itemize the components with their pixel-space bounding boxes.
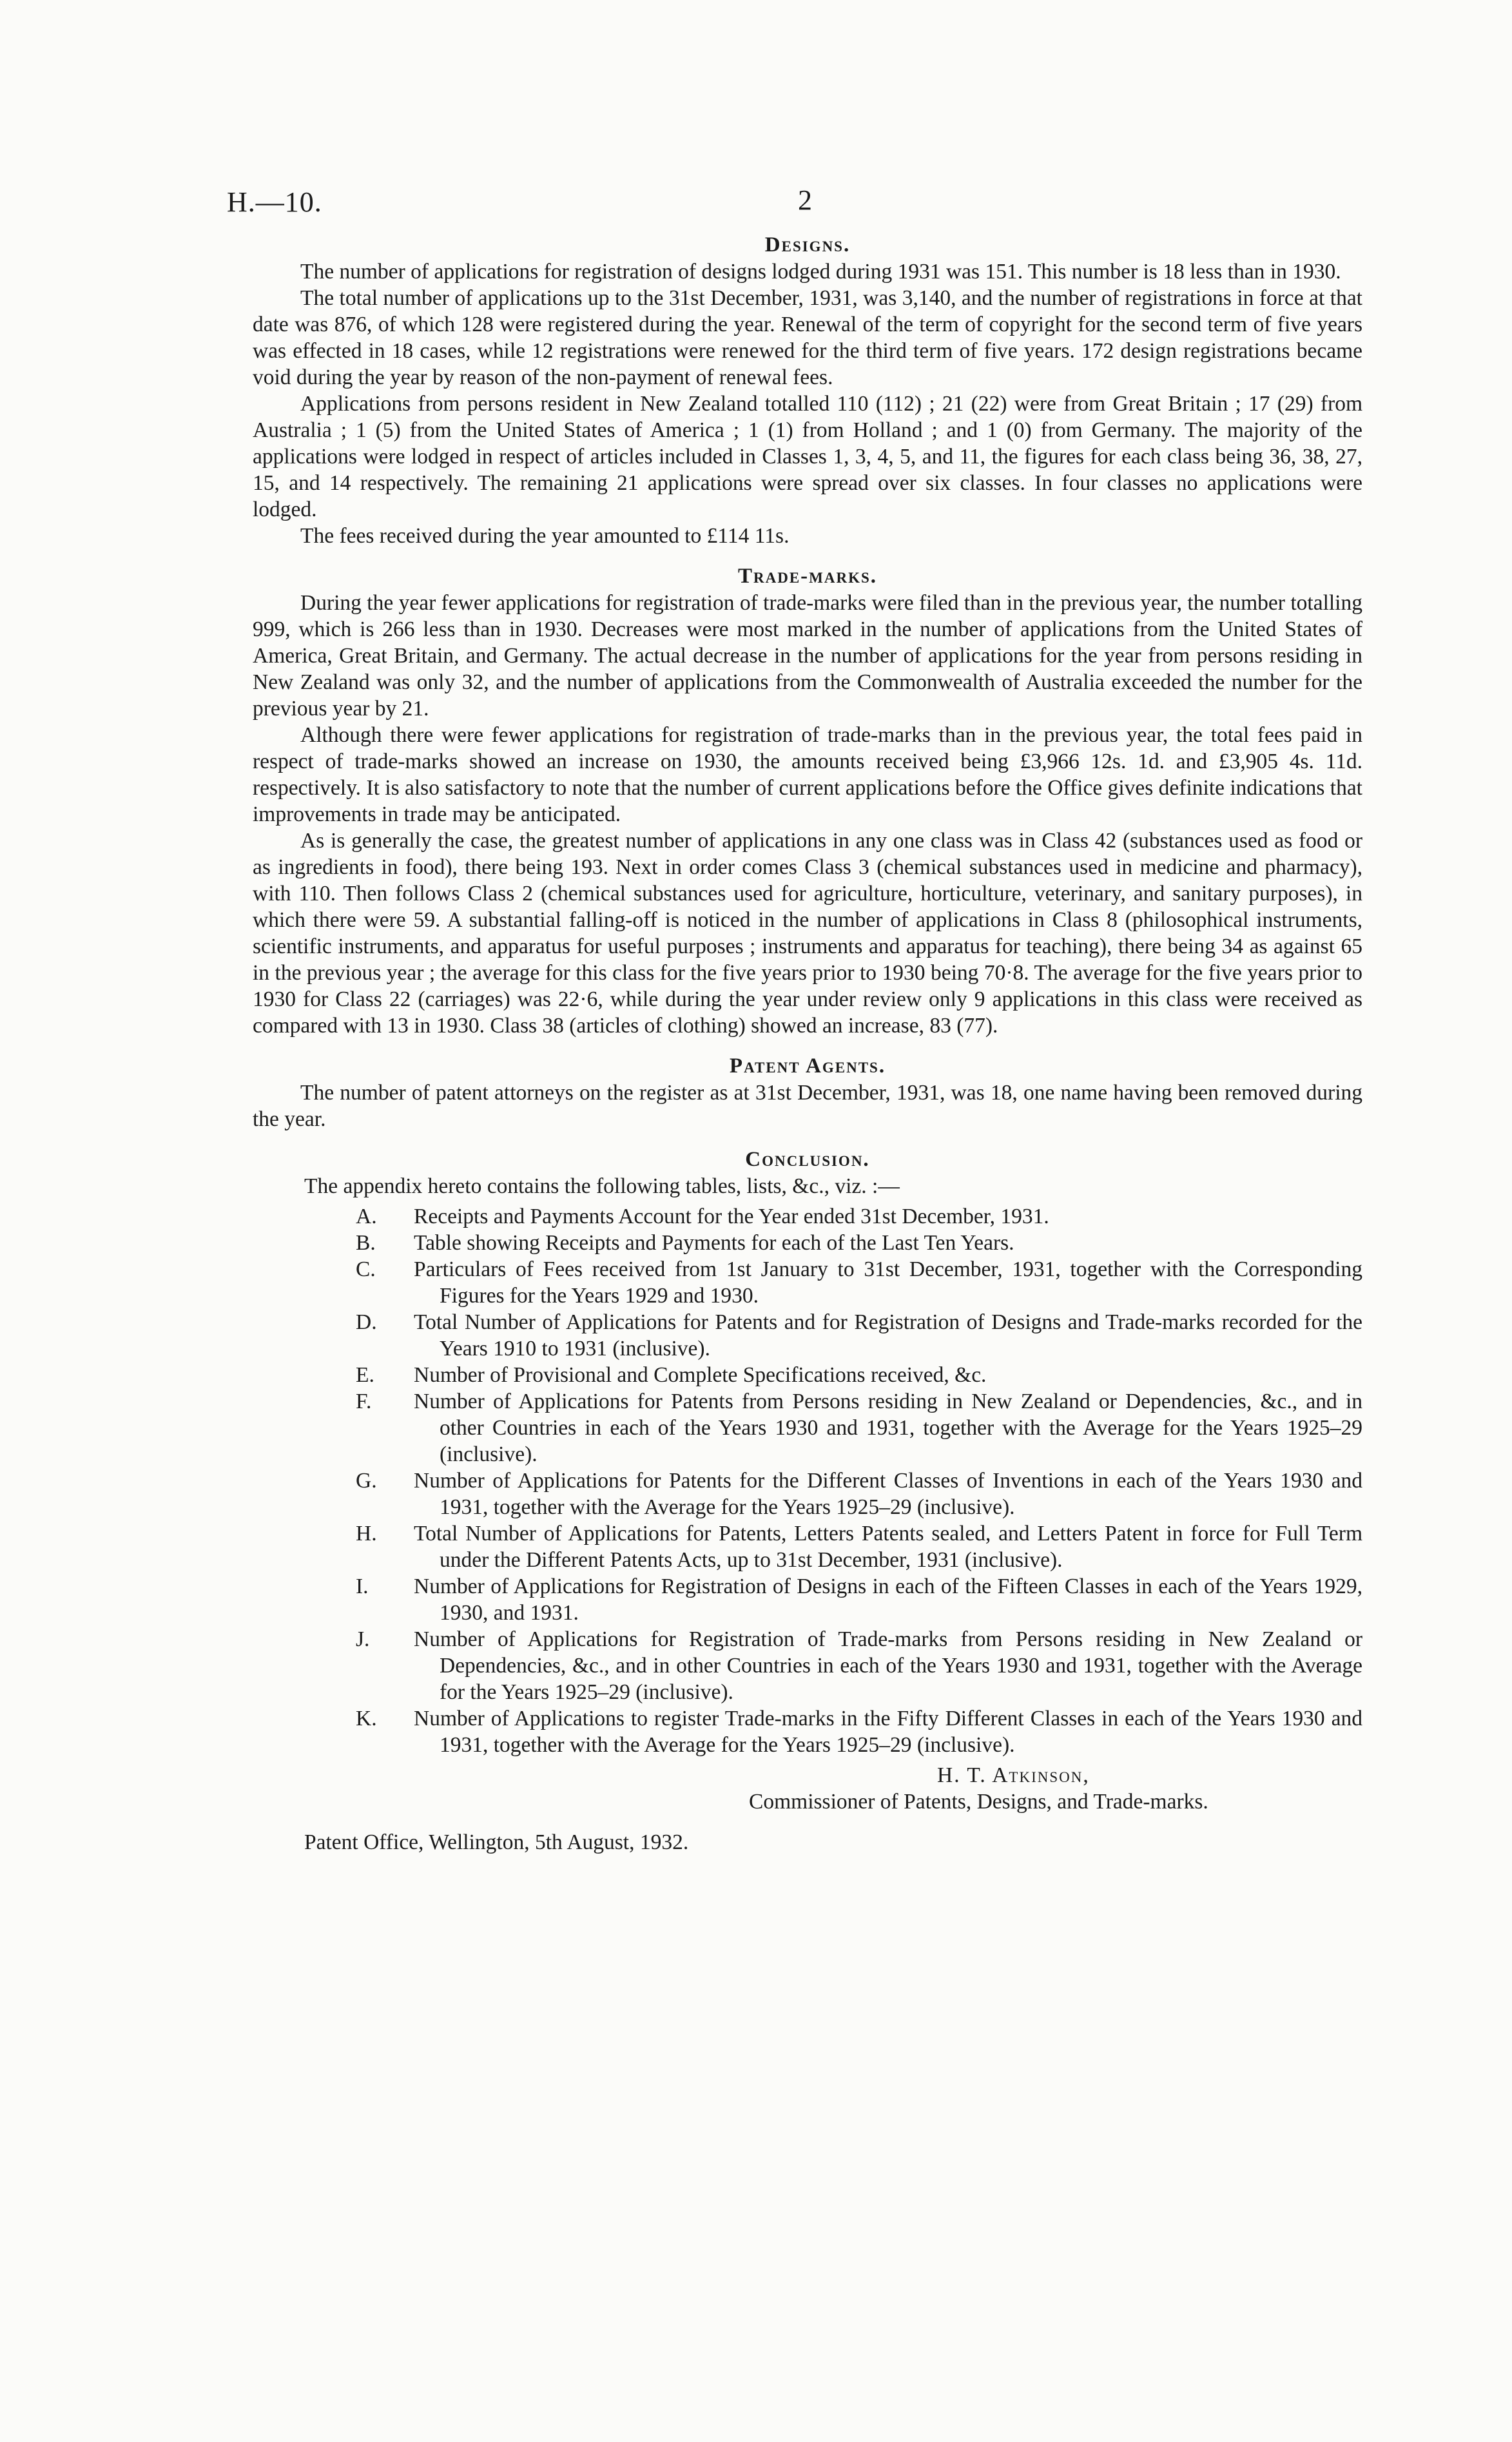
patent-agents-heading: Patent Agents. (729, 1054, 886, 1078)
appendix-letter: K. (356, 1707, 377, 1730)
appendix-letter: D. (356, 1310, 377, 1334)
appendix-item (253, 1468, 1362, 1520)
designs-paragraph-1: The number of applications for registration of designs lodged during 1931 was 151. This number is 18 less than in 1930. (300, 260, 1341, 284)
appendix-text: Receipts and Payments Account for the Year ended 31st December, 1931. (414, 1205, 1049, 1228)
appendix-item (253, 1573, 1362, 1626)
trade-marks-paragraph-3: As is generally the case, the greatest number of applications in any one class was in Class 42 (substances used as food or as ingredients in food), there being 193. Next in order comes Class 3 (chemical substances used in medicine and pharmacy), with 110. Then follows Class 2 (chemical substances used for agriculture, horticulture, veterinary, and sanitary purposes), in which there were 59. A substantial falling-off is noticed in the number of applications in Class 8 (philosophical instruments, scientific instruments, and apparatus for useful purposes ; instruments and apparatus for teaching), there being 34 as against 65 in the previous year ; the average for this class for the five years prior to 1930 being 70·8. The average for the five years prior to 1930 for Class 22 (carriages) was 22·6, while during the year under review only 9 applications in this class were received as compared with 13 in 1930. Class 38 (articles of clothing) showed an increase, 83 (77). (253, 829, 1362, 1038)
appendix-item (253, 1256, 1362, 1309)
appendix-letter: F. (356, 1390, 372, 1413)
appendix-text: Table showing Receipts and Payments for each of the Last Ten Years. (414, 1231, 1014, 1255)
appendix-letter: H. (356, 1522, 377, 1546)
signatory-name: H. T. Atkinson, (937, 1763, 1090, 1787)
appendix-text: Total Number of Applications for Patents and for Registration of Designs and Trade-marks recorded for the Years 1910 to 1931 (inclusive). (414, 1310, 1362, 1361)
appendix-item (253, 1388, 1362, 1468)
conclusion-intro: The appendix hereto contains the following tables, lists, &c., viz. :— (304, 1174, 900, 1198)
designs-heading: Designs. (764, 233, 851, 257)
appendix-letter: B. (356, 1231, 376, 1255)
appendix-letter: C. (356, 1257, 376, 1281)
appendix-item (253, 1705, 1362, 1758)
appendix-list (253, 1203, 1362, 1758)
appendix-text: Number of Provisional and Complete Specifications received, &c. (414, 1363, 987, 1387)
conclusion-heading: Conclusion. (745, 1148, 870, 1171)
place-and-date: Patent Office, Wellington, 5th August, 1932. (304, 1830, 689, 1854)
trade-marks-paragraph-1: During the year fewer applications for registration of trade-marks were filed than in the previous year, the number totalling 999, which is 266 less than in 1930. Decreases were most marked in the number of applications from the United States of America, Great Britain, and Germany. The actual decrease in the number of applications for the year from persons residing in New Zealand was only 32, and the number of applications from the Commonwealth of Australia exceeded the number for the previous year by 21. (253, 591, 1362, 721)
page-reference: H.—10. (227, 186, 322, 218)
appendix-letter: E. (356, 1363, 374, 1387)
document-body (253, 232, 1362, 1856)
appendix-item (253, 1362, 1362, 1388)
appendix-text: Number of Applications for Patents for the Different Classes of Inventions in each of the Years 1930 and 1931, together with the Average for the Years 1925–29 (inclusive). (414, 1469, 1362, 1519)
trade-marks-heading: Trade-marks. (737, 565, 878, 588)
trade-marks-paragraph-2: Although there were fewer applications for registration of trade-marks than in the previous year, the total fees paid in respect of trade-marks showed an increase on 1930, the amounts received being £3,966 12s. 1d. and £3,905 4s. 11d. respectively. It is also satisfactory to note that the number of current applications before the Office gives definite indications that improvements in trade may be anticipated. (253, 723, 1362, 826)
signatory-title: Commissioner of Patents, Designs, and Trade-marks. (749, 1790, 1208, 1814)
appendix-item (253, 1203, 1362, 1230)
appendix-text: Total Number of Applications for Patents, Letters Patents sealed, and Letters Patent in force for Full Term under the Different Patents Acts, up to 31st December, 1931 (inclusive). (414, 1522, 1362, 1572)
appendix-letter: J. (356, 1627, 370, 1651)
appendix-item (253, 1309, 1362, 1362)
appendix-text: Number of Applications for Registration of Trade-marks from Persons residing in New Zealand or Dependencies, &c., and in other Countries in each of the Years 1930 and 1931, together with the Average for the Years 1925–29 (inclusive). (414, 1627, 1362, 1704)
appendix-text: Particulars of Fees received from 1st January to 31st December, 1931, together with the Corresponding Figures for the Years 1929 and 1930. (414, 1257, 1362, 1308)
page-number: 2 (798, 184, 812, 216)
appendix-text: Number of Applications to register Trade-marks in the Fifty Different Classes in each of the Years 1930 and 1931, together with the Average for the Years 1925–29 (inclusive). (414, 1707, 1362, 1757)
appendix-item (253, 1626, 1362, 1705)
appendix-letter: A. (356, 1205, 377, 1228)
appendix-text: Number of Applications for Registration of Designs in each of the Fifteen Classes in each of the Years 1929, 1930, and 1931. (414, 1575, 1362, 1625)
appendix-letter: G. (356, 1469, 377, 1493)
appendix-item (253, 1520, 1362, 1573)
designs-paragraph-4: The fees received during the year amounted to £114 11s. (300, 524, 790, 548)
appendix-text: Number of Applications for Patents from Persons residing in New Zealand or Dependencies, &c., and in other Countries in each of the Years 1930 and 1931, together with the Average for the Years 1925–29 (inclusive). (414, 1390, 1362, 1466)
appendix-letter: I. (356, 1575, 369, 1598)
appendix-item (253, 1230, 1362, 1256)
patent-agents-paragraph: The number of patent attorneys on the register as at 31st December, 1931, was 18, one name having been removed during the year. (253, 1081, 1362, 1131)
designs-paragraph-2: The total number of applications up to the 31st December, 1931, was 3,140, and the number of registrations in force at that date was 876, of which 128 were registered during the year. Renewal of the term of copyright for the second term of five years was effected in 18 cases, while 12 registrations were renewed for the third term of five years. 172 design registrations became void during the year by reason of the non-payment of renewal fees. (253, 286, 1362, 389)
designs-paragraph-3: Applications from persons resident in New Zealand totalled 110 (112) ; 21 (22) were from Great Britain ; 17 (29) from Australia ; 1 (5) from the United States of America ; 1 (1) from Holland ; and 1 (0) from Germany. The majority of the applications were lodged in respect of articles included in Classes 1, 3, 4, 5, and 11, the figures for each class being 36, 38, 27, 15, and 14 respectively. The remaining 21 applications were spread over six classes. In four classes no applications were lodged. (253, 392, 1362, 521)
signature-block (253, 1762, 1362, 1815)
